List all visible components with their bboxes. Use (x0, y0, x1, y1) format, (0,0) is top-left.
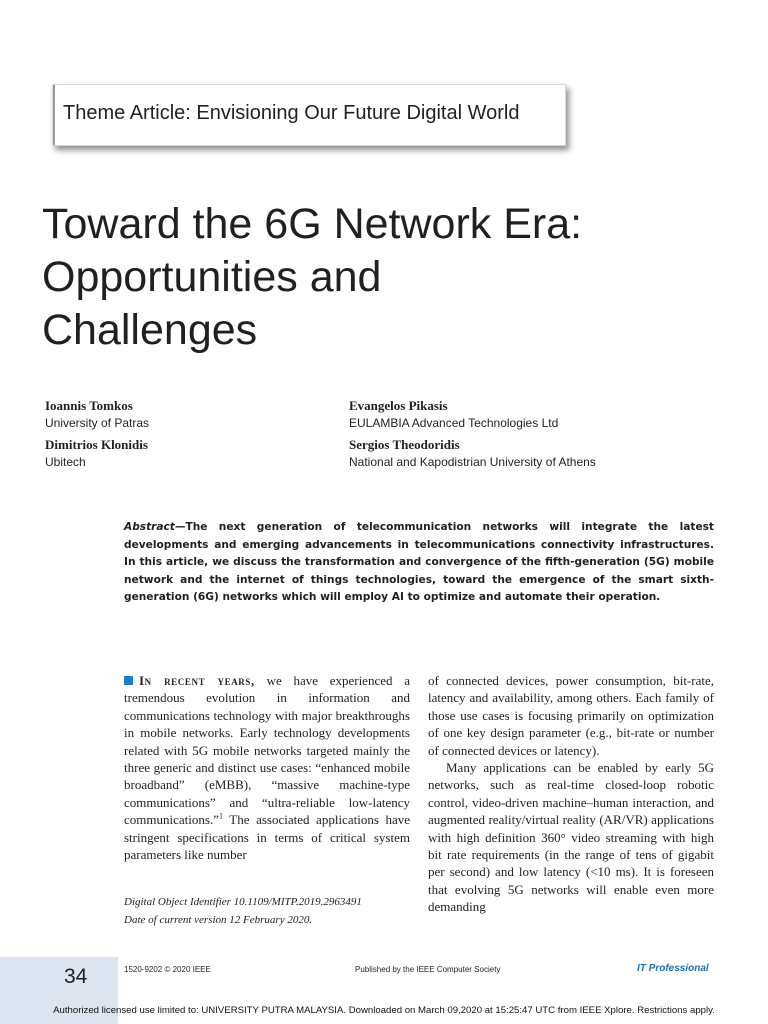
body-text: we have experienced a tremendous evolution in information and communications technology with major breakthroughs in mobile networks. Early technology developments related with 5G mobile networks targeted mainly the three generic and distinct use cases: “enhanced mobile broadband” (eMBB), “massive machine-type communications” and “ultra-reliable low-latency communications.” (124, 673, 410, 828)
author-affiliation: University of Patras (45, 416, 150, 430)
lead-in: In recent years, (139, 673, 255, 688)
body-text: The associated applications have stringent specifications in terms of critical system parameters like number (124, 812, 410, 863)
banner-edge (53, 85, 55, 145)
doi-block (124, 893, 362, 929)
page-number: 34 (64, 965, 88, 988)
author-affiliation: EULAMBIA Advanced Technologies Ltd (349, 416, 559, 430)
abstract-label: Abstract (124, 521, 175, 533)
issn: 1520-9202 © 2020 IEEE (124, 965, 211, 974)
author-name: Ioannis Tomkos (45, 398, 133, 413)
body-column-left (124, 672, 410, 863)
author-4 (349, 437, 596, 470)
theme-banner (52, 84, 566, 146)
abstract (124, 519, 714, 607)
date-version: Date of current version 12 February 2020. (124, 914, 313, 926)
author-name: Evangelos Pikasis (349, 398, 448, 413)
body-paragraph: Many applications can be enabled by early 5G networks, such as real-time closed-loop robotic control, video-driven machine–human interaction, and augmented reality/virtual reality (AR/VR) applications with high definition 360° video streaming with high bit rate requirements (in the range of tens of gigabit per second) and low latency (<10 ms). It is foreseen that evolving 5G networks will enable even more demanding (428, 760, 714, 915)
section-marker-icon (124, 676, 133, 685)
author-2 (45, 437, 148, 470)
license-notice: Authorized licensed use limited to: UNIVERSITY PUTRA MALAYSIA. Downloaded on March 09,2020 at 15:25:47 UTC from IEEE Xplore. Restrictions apply. (53, 1005, 715, 1016)
author-name: Dimitrios Klonidis (45, 437, 148, 452)
doi: Digital Object Identifier 10.1109/MITP.2019.2963491 (124, 896, 362, 908)
author-name: Sergios Theodoridis (349, 437, 460, 452)
title-line-3: Challenges (42, 306, 258, 354)
title-line-1: Toward the 6G Network Era: (42, 200, 583, 248)
body-paragraph: of connected devices, power consumption, bit-rate, latency and availability, among others. Each family of those use cases is focusing primarily on optimization of one key design parameter (e.g., bit-rate or number of connected devices or latency). (428, 673, 714, 758)
title-line-2: Opportunities and (42, 253, 382, 301)
theme-label: Theme Article: Envisioning Our Future Digital World (63, 102, 520, 124)
author-affiliation: Ubitech (45, 455, 86, 469)
abstract-text: —The next generation of telecommunication networks will integrate the latest developments and emerging advancements in telecommunications connectivity infrastructures. In this article, we discuss the transformation and convergence of the fifth-generation (5G) mobile network and the internet of things technologies, toward the emergence of the smart sixth-generation (6G) networks which will employ AI to optimize and automate their operation. (124, 521, 714, 604)
publisher: Published by the IEEE Computer Society (355, 965, 501, 974)
journal-name: IT Professional (637, 963, 709, 974)
author-affiliation: National and Kapodistrian University of Athens (349, 455, 596, 469)
article-title (42, 198, 732, 357)
reference-1[interactable]: 1 (218, 811, 223, 821)
author-3 (349, 398, 558, 431)
author-1 (45, 398, 149, 431)
body-column-right (428, 672, 714, 916)
